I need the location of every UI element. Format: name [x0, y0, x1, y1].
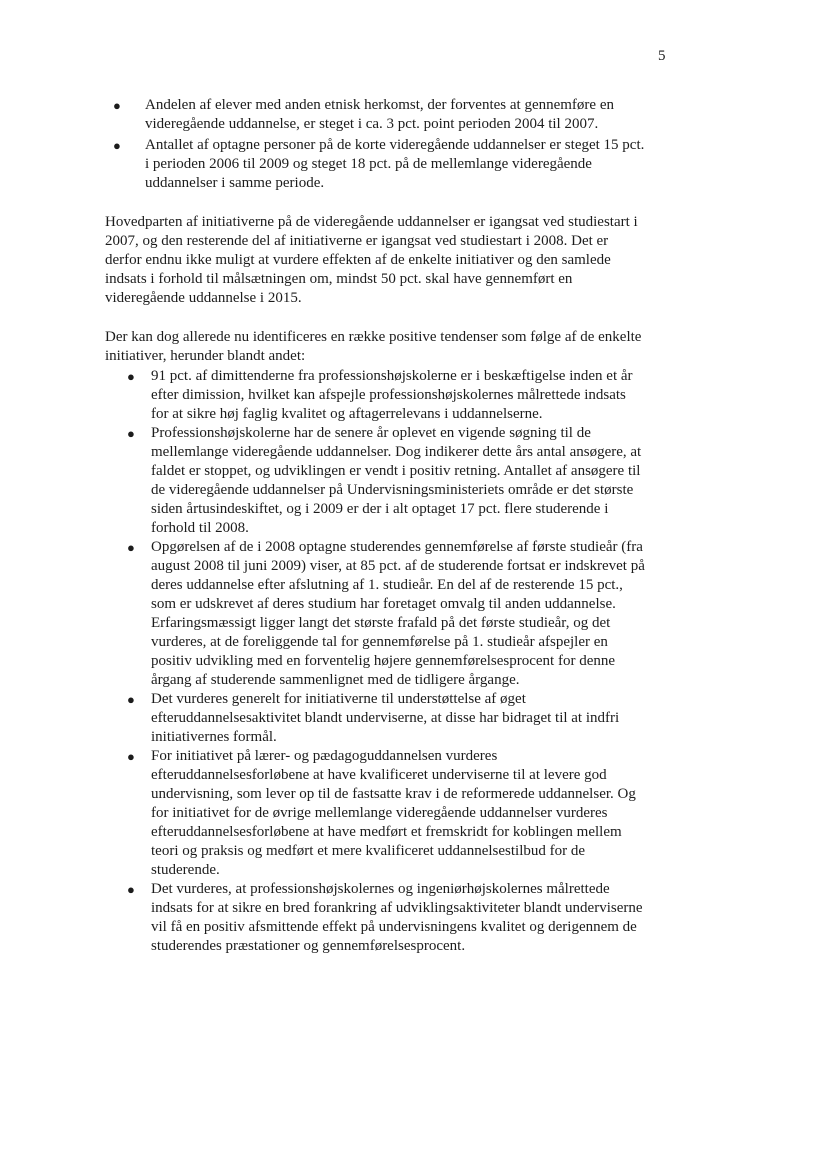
tendencies-bullet-list: [105, 367, 645, 956]
bullet-icon: ●: [127, 882, 135, 897]
bullet-icon: ●: [127, 540, 135, 555]
list-item-text: For initiativet på lærer- og pædagoguddannelsen vurderes efteruddannelsesforløbene at have kvalificeret underviserne til at levere god undervisning, som lever op til de fastsatte krav i de reformerede uddannelser. Og for initiativet for de øvrige mellemlange videregående uddannelser vurderes efteruddannelsesforløbene at have medført et fremskridt for koblingen mellem teori og praksis og medført et mere kvalificeret uddannelsestilbud for de studerende.: [151, 748, 636, 878]
list-item-text: Opgørelsen af de i 2008 optagne studerendes gennemførelse af første studieår (fra august 2008 til juni 2009) viser, at 85 pct. af de studerende fortsat er indskrevet på deres uddannelse efter afslutning af 1. studieår. En del af de resterende 15 pct., som er udskrevet af deres studium har foretaget omvalg til anden uddannelse. Erfaringsmæssigt ligger langt det største frafald på det første studieår, og det vurderes, at de foreliggende tal for gennemførelse på 1. studieår afspejler en positiv udvikling med en forventelig højere gennemførelsesprocent for denne årgang af studerende sammenlignet med de tidligere årgange.: [151, 539, 645, 688]
bullet-icon: ●: [127, 426, 135, 441]
bullet-icon: ●: [113, 138, 121, 153]
bullet-icon: ●: [127, 369, 135, 384]
bullet-icon: ●: [113, 98, 121, 113]
list-item-text: 91 pct. af dimittenderne fra professionshøjskolerne er i beskæftigelse inden et år efter dimission, hvilket kan afspejle professionshøjskolernes målrettede indsats for at sikre høj faglig kvalitet og aftagerrelevans i uddannelserne.: [151, 368, 633, 422]
page-number: 5: [658, 48, 666, 64]
page-body: [105, 96, 645, 956]
list-item: [105, 538, 645, 690]
list-item: [105, 690, 645, 747]
list-item-text: Det vurderes, at professionshøjskolernes og ingeniørhøjskolernes målrettede indsats for at sikre en bred forankring af udviklingsaktiviteter blandt underviserne vil få en positiv afsmittende effekt på undervisningens kvalitet og derigennem de studerendes præstationer og gennemførelsesprocent.: [151, 881, 643, 954]
bullet-icon: ●: [127, 749, 135, 764]
paragraph: Der kan dog allerede nu identificeres en række positive tendenser som følge af de enkelte initiativer, herunder blandt andet:: [105, 329, 642, 364]
list-item: [105, 367, 645, 424]
bullet-icon: ●: [127, 692, 135, 707]
list-item-text: Andelen af elever med anden etnisk herkomst, der forventes at gennemføre en videregående uddannelse, er steget i ca. 3 pct. point perioden 2004 til 2007.: [145, 97, 614, 132]
paragraph: Hovedparten af initiativerne på de videregående uddannelser er igangsat ved studiestart i 2007, og den resterende del af initiativerne er igangsat ved studiestart i 2008. Det er derfor endnu ikke muligt at vurdere effekten af de enkelte initiativer og den samlede indsats i forhold til målsætningen om, mindst 50 pct. skal have gennemført en videregående uddannelse i 2015.: [105, 214, 638, 306]
list-item: [105, 747, 645, 880]
list-item: [105, 880, 645, 956]
list-item-text: Professionshøjskolerne har de senere år oplevet en vigende søgning til de mellemlange videregående uddannelser. Dog indikerer dette års antal ansøgere, at faldet er stoppet, og udviklingen er vendt i positiv retning. Antallet af ansøgere til de videregående uddannelser på Undervisningsministeriets område er det største siden årtusindeskiftet, og i 2009 er der i alt optaget 17 pct. flere studerende i forhold til 2008.: [151, 425, 642, 536]
list-item-text: Antallet af optagne personer på de korte videregående uddannelser er steget 15 pct. i perioden 2006 til 2009 og steget 18 pct. på de mellemlange videregående uddannelser i samme periode.: [145, 137, 645, 191]
top-bullet-list: [105, 96, 645, 193]
list-item: [105, 136, 645, 193]
list-item-text: Det vurderes generelt for initiativerne til understøttelse af øget efteruddannelsesaktivitet blandt underviserne, at disse har bidraget til at indfri initiativernes formål.: [151, 691, 620, 745]
list-item: [105, 424, 645, 538]
list-item: [105, 96, 645, 134]
